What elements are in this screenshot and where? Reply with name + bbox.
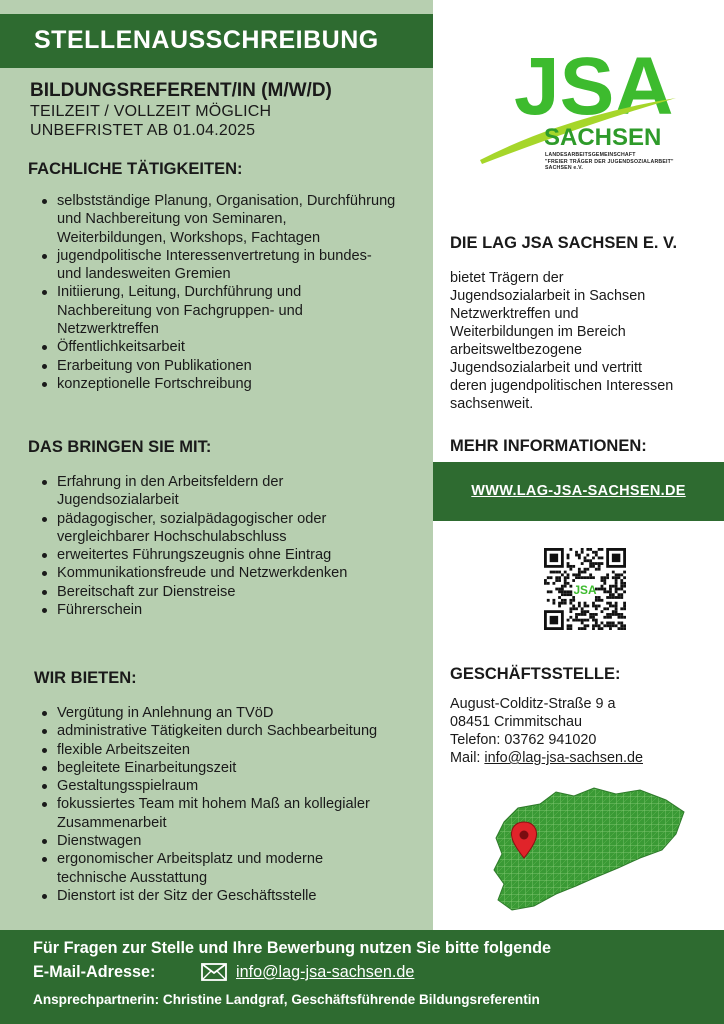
footer-question-text: Für Fragen zur Stelle und Ihre Bewerbung nutzen Sie bitte folgende (33, 939, 552, 957)
list-item: Öffentlichkeitsarbeit (40, 338, 425, 356)
about-line: bietet Trägern der (450, 270, 564, 286)
requirements-list (40, 473, 425, 619)
logo-organisation-text: LANDESARBEITSGEMEINSCHAFT "FREIER TRÄGER DER JUGENDSOZIALARBEIT" SACHSEN e.V. (545, 152, 674, 171)
page-title: STELLENAUSSCHREIBUNG (34, 26, 379, 54)
tasks-heading: FACHLICHE TÄTIGKEITEN: (28, 160, 243, 178)
more-info-heading: MEHR INFORMATIONEN: (450, 437, 647, 455)
office-mail-label: Mail: (450, 750, 485, 766)
list-item: pädagogischer, sozialpädagogischer oder vergleichbarer Hochschulabschluss (40, 510, 425, 547)
list-item: Führerschein (40, 601, 425, 619)
about-line: Jugendsozialarbeit in Sachsen (450, 288, 646, 304)
footer-email-link[interactable]: info@lag-jsa-sachsen.de (236, 963, 415, 981)
offer-list (40, 704, 430, 905)
list-item: Dienstwagen (40, 832, 430, 850)
about-text (450, 269, 712, 413)
footer-contact-person: Ansprechpartnerin: Christine Landgraf, Geschäftsführende Bildungsreferentin (33, 992, 540, 1007)
list-item: Dienstort ist der Sitz der Geschäftsstelle (40, 887, 430, 905)
list-item: Initiierung, Leitung, Durchführung und Nachbereitung von Fachgruppen- und Netzwerktreffen (40, 283, 425, 338)
about-line: Weiterbildungen im Bereich (450, 324, 626, 340)
qr-code-icon (544, 548, 626, 630)
logo-main-text: JSA (514, 41, 674, 132)
list-item: erweitertes Führungszeugnis ohne Eintrag (40, 546, 425, 564)
list-item: administrative Tätigkeiten durch Sachbearbeitung (40, 722, 430, 740)
office-phone: Telefon: 03762 941020 (450, 732, 597, 748)
list-item: Erarbeitung von Publikationen (40, 357, 425, 375)
footer-email-label: E-Mail-Adresse: (33, 963, 156, 981)
list-item: begleitete Einarbeitungszeit (40, 759, 430, 777)
office-mail-link[interactable]: info@lag-jsa-sachsen.de (484, 750, 643, 766)
list-item: Kommunikationsfreude und Netzwerkdenken (40, 564, 425, 582)
office-city: 08451 Crimmitschau (450, 714, 582, 730)
list-item: Bereitschaft zur Dienstreise (40, 583, 425, 601)
website-bar (433, 462, 724, 521)
job-title: BILDUNGSREFERENT/IN (M/W/D) (30, 80, 332, 101)
saxony-map-icon (490, 782, 690, 917)
about-line: deren jugendpolitischen Interessen (450, 378, 674, 394)
requirements-heading: DAS BRINGEN SIE MIT: (28, 438, 212, 456)
list-item: jugendpolitische Interessenvertretung in bundes- und landesweiten Gremien (40, 247, 425, 284)
list-item: selbstständige Planung, Organisation, Durchführung und Nachbereitung von Seminaren, Weiterbildungen, Workshops, Fachtagen (40, 192, 425, 247)
list-item: Vergütung in Anlehnung an TVöD (40, 704, 430, 722)
list-item: Erfahrung in den Arbeitsfeldern der Jugendsozialarbeit (40, 473, 425, 510)
website-link[interactable]: WWW.LAG-JSA-SACHSEN.DE (471, 483, 686, 499)
job-hours: TEILZEIT / VOLLZEIT MÖGLICH (30, 103, 272, 120)
about-line: Jugendsozialarbeit und vertritt (450, 360, 642, 376)
job-start: UNBEFRISTET AB 01.04.2025 (30, 122, 256, 139)
qr-logo-badge: JSA (573, 582, 597, 597)
logo-sub-text: SACHSEN (544, 124, 662, 151)
about-line: Netzwerktreffen und (450, 306, 579, 322)
mail-icon (201, 963, 227, 981)
footer (0, 930, 724, 1024)
tasks-list (40, 192, 425, 393)
office-street: August-Colditz-Straße 9 a (450, 696, 616, 712)
about-line: arbeitsweltbezogene (450, 342, 583, 358)
list-item: Gestaltungsspielraum (40, 777, 430, 795)
list-item: ergonomischer Arbeitsplatz und moderne technische Ausstattung (40, 850, 430, 887)
title-bar (0, 14, 433, 68)
office-mail-line (450, 750, 643, 766)
offer-heading: WIR BIETEN: (34, 669, 137, 687)
office-heading: GESCHÄFTSSTELLE: (450, 665, 621, 683)
about-line: sachsenweit. (450, 396, 534, 412)
list-item: fokussiertes Team mit hohem Maß an kollegialer Zusammenarbeit (40, 795, 430, 832)
list-item: flexible Arbeitszeiten (40, 741, 430, 759)
about-heading: DIE LAG JSA SACHSEN E. V. (450, 234, 678, 252)
list-item: konzeptionelle Fortschreibung (40, 375, 425, 393)
